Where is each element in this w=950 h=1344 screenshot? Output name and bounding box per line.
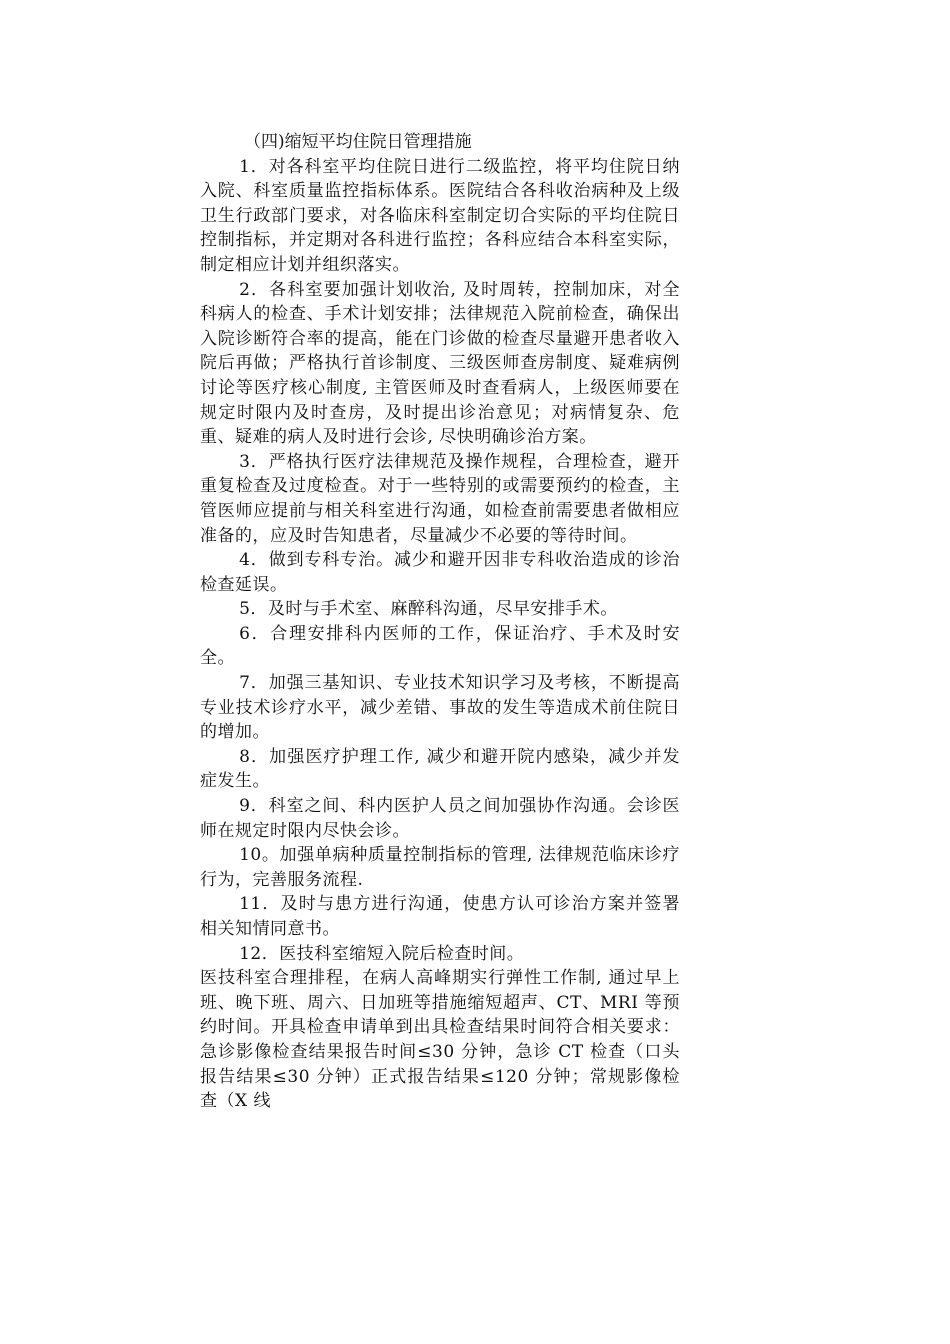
paragraph-10: 10。加强单病种质量控制指标的管理, 法律规范临床诊疗行为，完善服务流程. (200, 845, 680, 890)
paragraph-5: 5．及时与手术室、麻醉科沟通，尽早安排手术。 (239, 599, 618, 620)
paragraph-11: 11．及时与患方进行沟通，使患方认可诊治方案并签署相关知情同意书。 (200, 894, 680, 939)
paragraph-1: 1．对各科室平均住院日进行二级监控，将平均住院日纳入院、科室质量监控指标体系。医院结合各科收治病种及上级卫生行政部门要求，对各临床科室制定切合实际的平均住院日控制指标，并定期对各科进行监控；各科应结合本科室实际，制定相应计划并组织落实。 (200, 156, 680, 275)
paragraph-12: 12．医技科室缩短入院后检查时间。 (239, 943, 525, 964)
paragraph-2: 2．各科室要加强计划收治, 及时周转，控制加床，对全科病人的检查、手术计划安排；法律规范入院前检查，确保出入院诊断符合率的提高，能在门诊做的检查尽量避开患者收入院后再做；严格执行首诊制度、三级医师查房制度、疑难病例讨论等医疗核心制度, 主管医师及时查看病人，上级医师要在规定时限内及时查房，及时提出诊治意见；对病情复杂、危重、疑难的病人及时进行会诊, 尽快明确诊治方案。 (200, 279, 680, 448)
paragraph-final: 医技科室合理排程，在病人高峰期实行弹性工作制, 通过早上班、晚下班、周六、日加班等措施缩短超声、CT、MRI 等预约时间。开具检查申请单到出具检查结果时间符合相关要求：急诊影像检查结果报告时间≤30 分钟，急诊 CT 检查（口头报告结果≤30 分钟）正式报告结果≤120 分钟；常规影像检查（X 线 (200, 968, 680, 1112)
paragraph-8: 8．加强医疗护理工作, 减少和避开院内感染，减少并发症发生。 (200, 746, 680, 792)
paragraph-9: 9．科室之间、科内医护人员之间加强协作沟通。会诊医师在规定时限内尽快会诊。 (200, 796, 680, 841)
section-heading: （四)缩短平均住院日管理措施 (244, 132, 472, 152)
paragraph-7: 7．加强三基知识、专业技术知识学习及考核，不断提高专业技术诊疗水平，减少差错、事故的发生等造成术前住院日的增加。 (200, 673, 680, 743)
paragraph-4: 4．做到专科专治。减少和避开因非专科收治造成的诊治检查延误。 (200, 550, 680, 595)
paragraph-3: 3．严格执行医疗法律规范及操作规程，合理检查，避开重复检查及过度检查。对于一些特别的或需要预约的检查，主管医师应提前与相关科室进行沟通，如检查前需要患者做相应准备的，应及时告知患者，尽量减少不必要的等待时间。 (200, 451, 680, 546)
document-page (200, 130, 680, 1114)
paragraph-6: 6．合理安排科内医师的工作，保证治疗、手术及时安全。 (200, 623, 680, 669)
